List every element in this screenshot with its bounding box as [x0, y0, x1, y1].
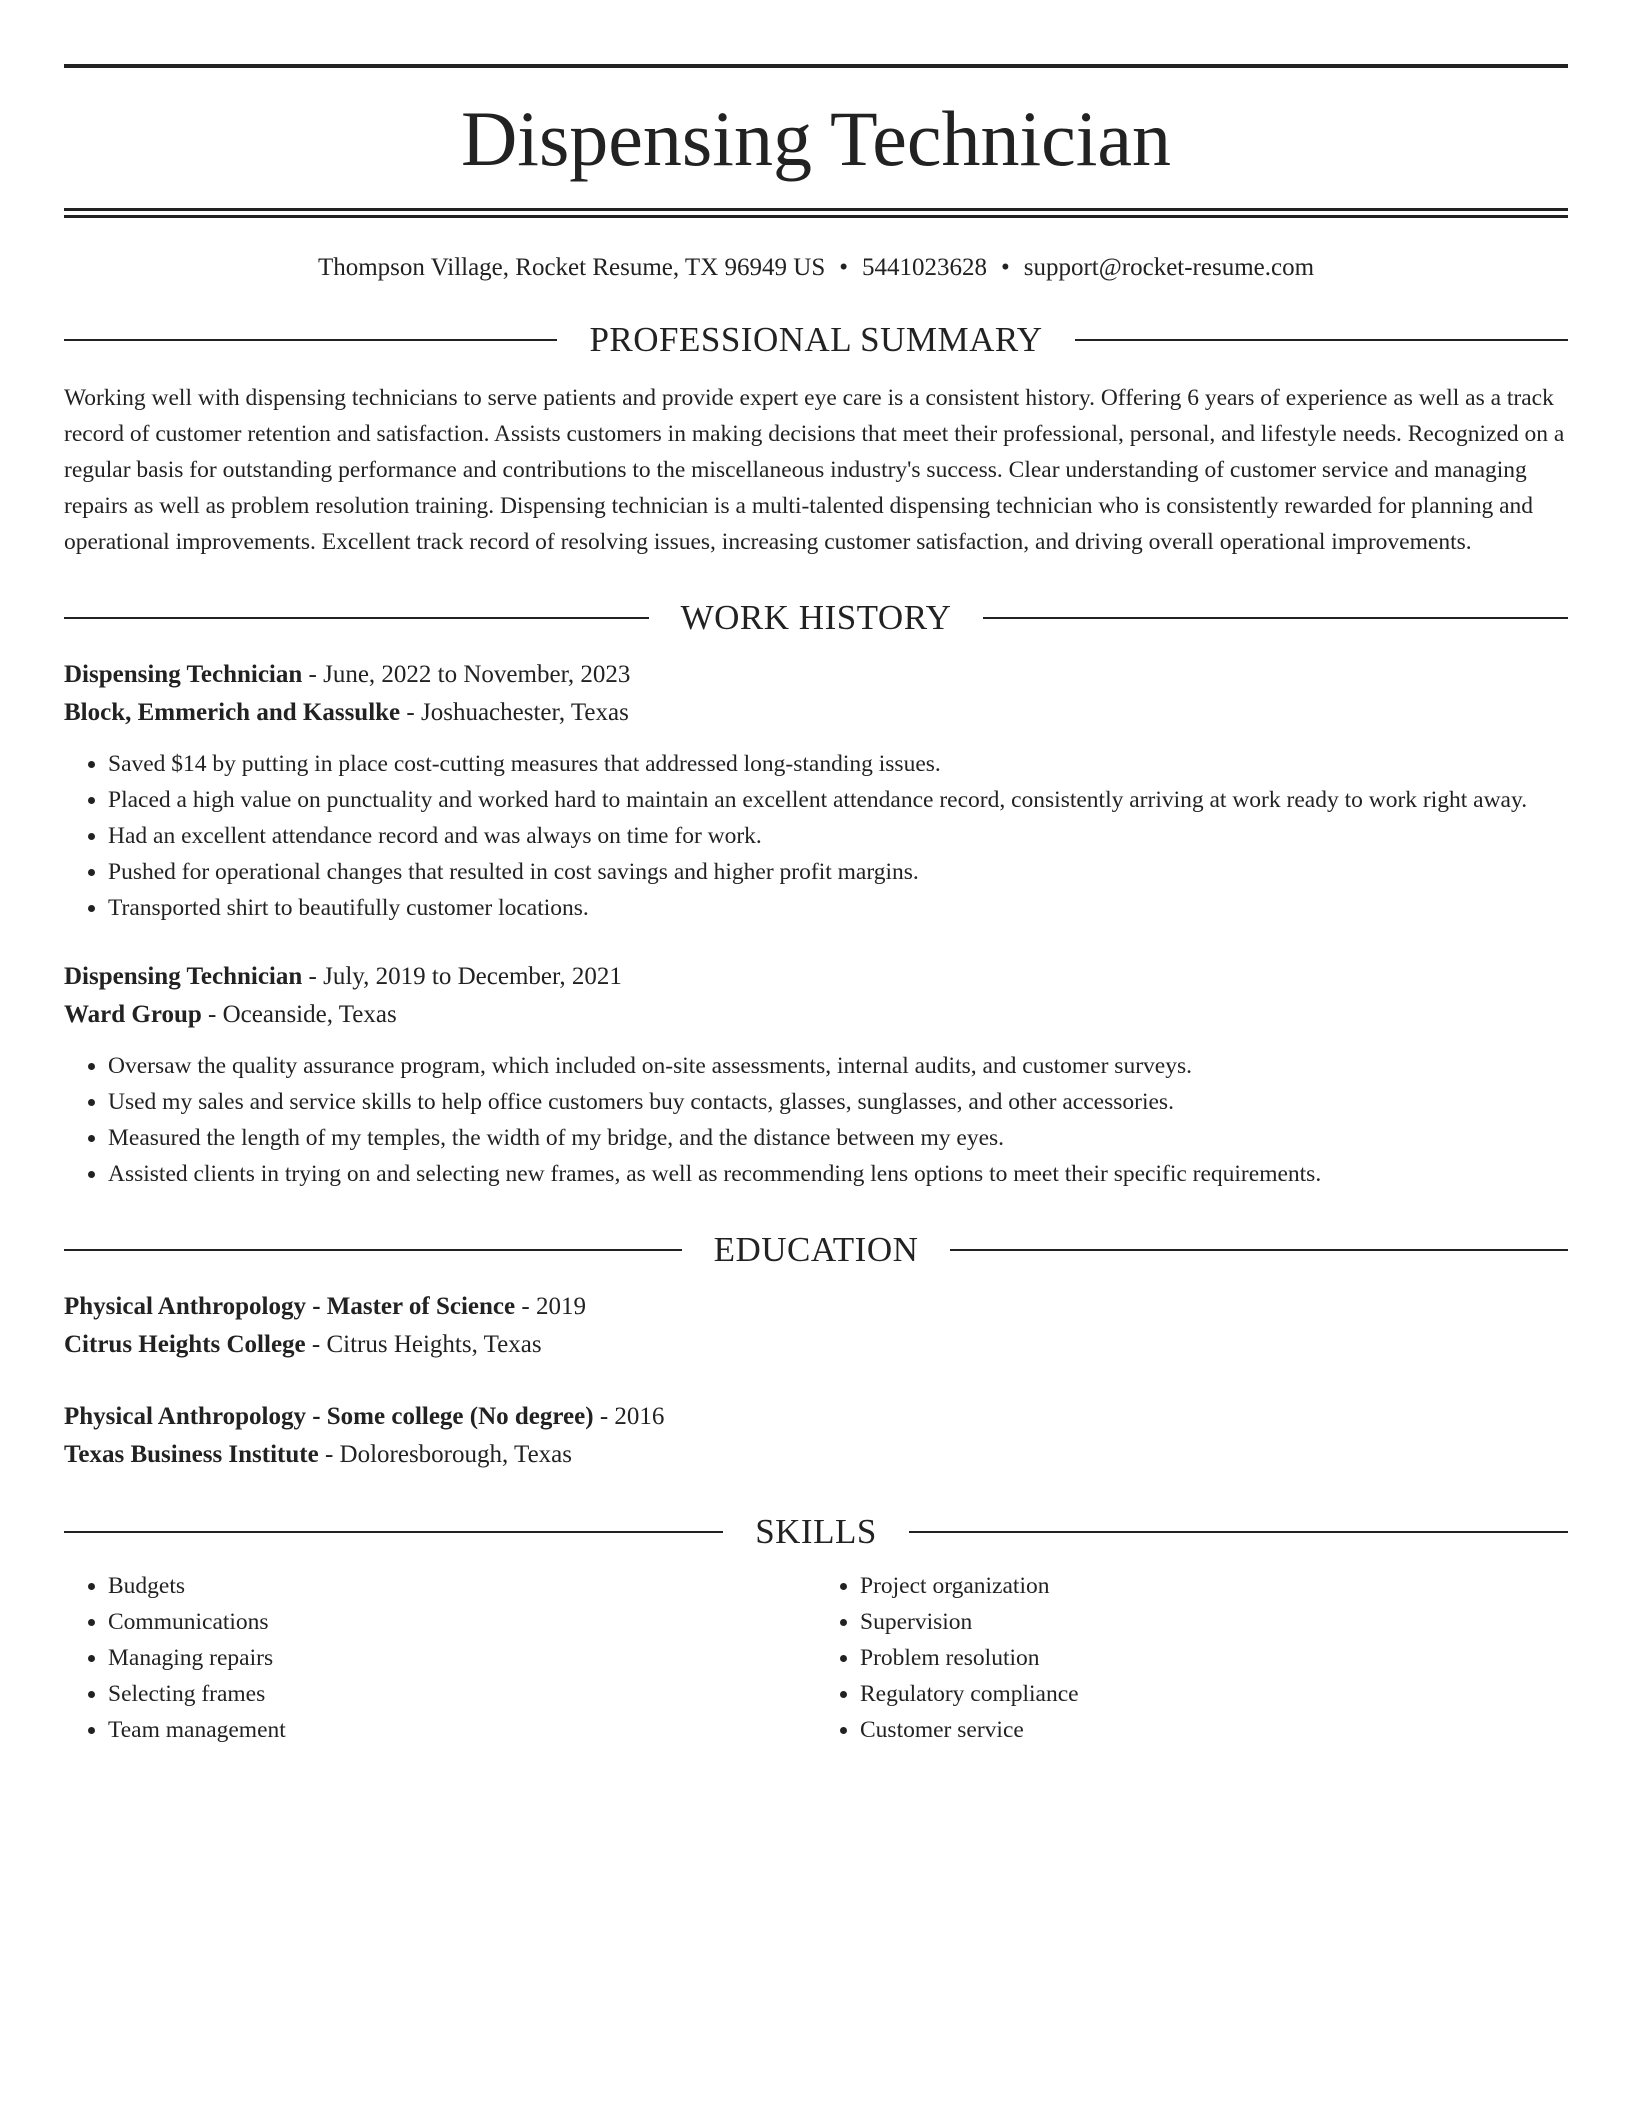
education-degree: Physical Anthropology - Master of Science [64, 1293, 516, 1320]
job-bullets [64, 1048, 1568, 1192]
skill-item: • Supervision [860, 1604, 1568, 1640]
skill-item: • Managing repairs [108, 1640, 816, 1676]
contact-line [64, 254, 1568, 282]
skills-heading [64, 1512, 1568, 1552]
contact-separator: • [1000, 254, 1010, 281]
education-year: - 2019 [515, 1293, 586, 1320]
contact-separator: • [839, 254, 848, 281]
job-bullet: • Assisted clients in trying on and selecting new frames, as well as recommending lens options to meet their specific requirements. [108, 1156, 1568, 1192]
job-bullet: • Measured the length of my temples, the width of my bridge, and the distance between my eyes. [108, 1120, 1568, 1156]
job-company: Block, Emmerich and Kassulke [64, 699, 401, 726]
skill-item: • Problem resolution [860, 1640, 1568, 1676]
heading-rule [909, 1531, 1568, 1533]
job-bullet: • Pushed for operational changes that resulted in cost savings and higher profit margins. [108, 854, 1568, 890]
job-dates: - June, 2022 to November, 2023 [302, 661, 631, 688]
job-title-line [64, 656, 1568, 694]
education-school-line [64, 1436, 1568, 1474]
job-location: - Joshuachester, Texas [400, 699, 629, 726]
heading-rule [983, 617, 1568, 619]
education-degree: Physical Anthropology - Some college (No degree) [64, 1403, 594, 1430]
summary-title: PROFESSIONAL SUMMARY [589, 320, 1043, 359]
job-role: Dispensing Technician [64, 963, 303, 990]
job-bullets [64, 746, 1568, 926]
resume-page [64, 64, 1568, 1748]
summary-text: Working well with dispensing technicians to serve patients and provide expert eye care is a consistent history. Offering 6 years of experience as well as a track record of customer retention and satisfaction. Assists customers in making decisions that meet their professional, personal, and lifestyle needs. Recognized on a regular basis for outstanding performance and contributions to the miscellaneous industry's success. Clear understanding of customer service and managing repairs as well as problem resolution training. Dispensing technician is a multi-talented dispensing technician who is consistently rewarded for planning and operational improvements. Excellent track record of resolving issues, increasing customer satisfaction, and driving overall operational improvements. [64, 385, 1565, 555]
education-school-line [64, 1326, 1568, 1364]
education-location: - Citrus Heights, Texas [305, 1331, 542, 1358]
job-bullet: • Had an excellent attendance record and was always on time for work. [108, 818, 1568, 854]
work-history-heading [64, 598, 1568, 638]
top-rule [64, 64, 1568, 68]
summary-heading [64, 320, 1568, 360]
education-degree-line [64, 1398, 1568, 1436]
job-company-line [64, 694, 1568, 732]
education-school: Citrus Heights College [64, 1331, 306, 1358]
education-school: Texas Business Institute [64, 1441, 319, 1468]
job-role: Dispensing Technician [64, 661, 303, 688]
contact-email[interactable]: support@rocket-resume.com [1023, 254, 1315, 281]
skill-item: • Team management [108, 1712, 816, 1748]
job-bullet: • Placed a high value on punctuality and worked hard to maintain an excellent attendance record, consistently arriving at work ready to work right away. [108, 782, 1568, 818]
contact-address: Thompson Village, Rocket Resume, TX 96949 US [317, 254, 826, 281]
job-entry [64, 958, 1568, 1192]
job-company: Ward Group [64, 1001, 202, 1028]
header-double-rule [64, 208, 1568, 218]
contact-phone: 5441023628 [861, 254, 987, 281]
heading-rule [64, 1531, 723, 1533]
job-title-line [64, 958, 1568, 996]
job-location: - Oceanside, Texas [201, 1001, 397, 1028]
job-bullet: • Transported shirt to beautifully customer locations. [108, 890, 1568, 926]
education-degree-line [64, 1288, 1568, 1326]
skill-item: • Budgets [108, 1568, 816, 1604]
heading-rule [64, 339, 557, 341]
job-dates: - July, 2019 to December, 2021 [302, 963, 622, 990]
work-history-title: WORK HISTORY [680, 598, 952, 637]
education-location: - Doloresborough, Texas [318, 1441, 572, 1468]
skill-item: • Selecting frames [108, 1676, 816, 1712]
education-title: EDUCATION [713, 1230, 919, 1269]
job-bullet: • Oversaw the quality assurance program, which included on-site assessments, internal audits, and customer surveys. [108, 1048, 1568, 1084]
heading-rule [950, 1249, 1568, 1251]
skill-item: • Regulatory compliance [860, 1676, 1568, 1712]
job-entry [64, 656, 1568, 926]
skill-item: • Customer service [860, 1712, 1568, 1748]
skills-list-left [64, 1568, 816, 1748]
skill-item: • Communications [108, 1604, 816, 1640]
heading-rule [64, 617, 649, 619]
skills-list-right [816, 1568, 1568, 1748]
education-heading [64, 1230, 1568, 1270]
heading-rule [64, 1249, 682, 1251]
education-entry [64, 1398, 1568, 1474]
job-bullet: • Saved $14 by putting in place cost-cutting measures that addressed long-standing issues. [108, 746, 1568, 782]
job-bullet: • Used my sales and service skills to help office customers buy contacts, glasses, sunglasses, and other accessories. [108, 1084, 1568, 1120]
skill-item: • Project organization [860, 1568, 1568, 1604]
skills-columns [64, 1568, 1568, 1748]
education-entry [64, 1288, 1568, 1364]
candidate-name: Dispensing Technician [460, 95, 1172, 182]
job-company-line [64, 996, 1568, 1034]
heading-rule [1075, 339, 1568, 341]
skills-title: SKILLS [755, 1512, 877, 1551]
education-year: - 2016 [593, 1403, 665, 1430]
